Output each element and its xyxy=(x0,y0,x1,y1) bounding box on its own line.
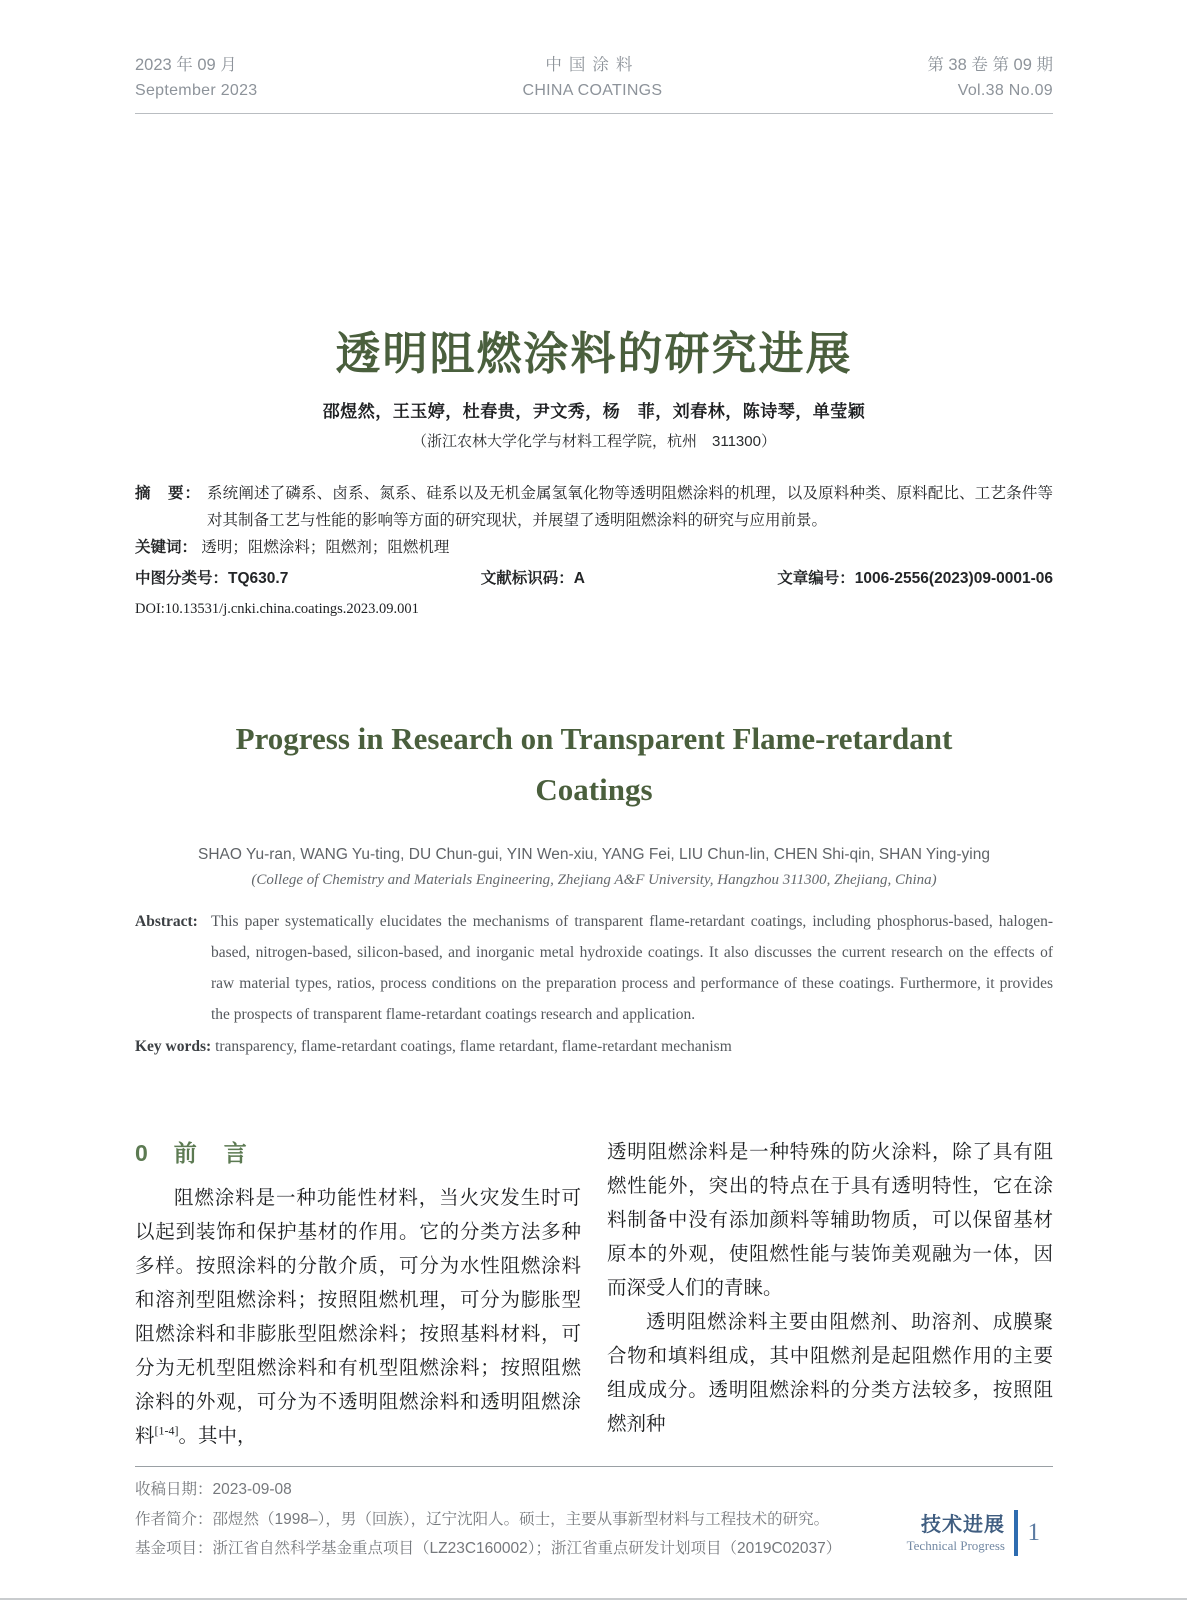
meta-row xyxy=(135,566,1053,592)
affiliation-cn: （浙江农林大学化学与材料工程学院，杭州 311300） xyxy=(412,433,776,450)
para-text: 阻燃涂料是一种功能性材料，当火灾发生时可以起到装饰和保护基材的作用。它的分类方法多种多样。按照涂料的分散介质，可分为水性阻燃涂料和溶剂型阻燃涂料；按照阻燃机理，可分为膨胀型阻燃涂料和非膨胀型阻燃涂料；按照基料材料，可分为无机型阻燃涂料和有机型阻燃涂料；按照阻燃涂料的外观，可分为不透明阻燃涂料和透明阻燃涂料 xyxy=(135,1188,581,1447)
footnote-text: 邵煜然（1998–），男（回族），辽宁沈阳人。硕士，主要从事新型材料与工程技术的研究。 xyxy=(212,1510,830,1528)
abstract-cn-text: 系统阐述了磷系、卤系、氮系、硅系以及无机金属氢氧化物等透明阻燃涂料的机理，以及原料种类、原料配比、工艺条件等对其制备工艺与性能的影响等方面的研究现状，并展望了透明阻燃涂料的研究与应用前景。 xyxy=(207,485,1053,529)
footer-section-labels xyxy=(907,1513,1014,1554)
document-code: 文献标识码：A xyxy=(480,570,585,587)
section-heading-0 xyxy=(135,1136,581,1170)
body-paragraph-left-1 xyxy=(135,1182,581,1454)
body-paragraph-right-2: 透明阻燃涂料主要由阻燃剂、助溶剂、成膜聚合物和填料组成，其中阻燃剂是起阻燃作用的主要组成成分。透明阻燃涂料的分类方法较多，按照阻燃剂种 xyxy=(607,1312,1053,1435)
section-title: 前 言 xyxy=(173,1140,249,1166)
article-id: 文章编号：1006-2556(2023)09-0001-06 xyxy=(777,570,1053,587)
authors-en: SHAO Yu-ran, WANG Yu-ting, DU Chun-gui, YIN Wen-xiu, YANG Fei, LIU Chun-lin, CHEN Shi-qin, SHAN Ying-ying xyxy=(198,846,990,863)
body-column-left xyxy=(135,1136,581,1454)
header-date xyxy=(135,52,258,104)
keywords-cn-label: 关键词： xyxy=(135,539,198,556)
page-footer xyxy=(907,1510,1040,1556)
footnote-received-date xyxy=(135,1475,1053,1505)
body-column-right xyxy=(607,1136,1053,1454)
affiliation-en: (College of Chemistry and Materials Engineering, Zhejiang A&F University, Hangzhou 311300, Zhejiang, China) xyxy=(251,872,937,888)
section-number: 0 xyxy=(135,1140,148,1166)
article-title-cn: 透明阻燃涂料的研究进展 xyxy=(335,328,853,379)
header-journal-name xyxy=(522,52,662,104)
header-issue-cn: 第 38 卷 第 09 期 xyxy=(927,56,1053,74)
keywords-cn-text: 透明；阻燃涂料；阻燃剂；阻燃机理 xyxy=(201,539,450,556)
article-title-en xyxy=(135,713,1053,815)
page-number: 1 xyxy=(1027,1519,1040,1546)
abstract-en-label: Abstract: xyxy=(135,913,198,930)
footnote-label: 作者简介： xyxy=(135,1510,213,1528)
journal-name-en: CHINA COATINGS xyxy=(522,82,663,99)
citation-ref: [1-4] xyxy=(154,1423,179,1438)
keywords-en-text: transparency, flame-retardant coatings, flame retardant, flame-retardant mechanism xyxy=(215,1038,732,1055)
header-date-cn: 2023 年 09 月 xyxy=(135,56,237,74)
journal-name-cn: 中国涂料 xyxy=(545,56,640,74)
para-text-end: 。其中， xyxy=(178,1426,257,1447)
keywords-en xyxy=(135,1031,1053,1062)
header-issue-en: Vol.38 No.09 xyxy=(957,82,1053,99)
body-paragraph-right-1: 透明阻燃涂料是一种特殊的防火涂料，除了具有阻燃性能外，突出的特点在于具有透明特性，它在涂料制备中没有添加颜料等辅助物质，可以保留基材原本的外观，使阻燃性能与装饰美观融为一体，因而深受人们的青睐。 xyxy=(607,1142,1053,1299)
title-en-line1: Progress in Research on Transparent Flame-retardant xyxy=(235,721,953,756)
footnote-label: 基金项目： xyxy=(135,1540,213,1557)
body-columns xyxy=(135,1136,1053,1454)
authors-cn: 邵煜然，王玉婷，杜春贵，尹文秀，杨 菲，刘春林，陈诗琴，单莹颖 xyxy=(322,402,866,421)
doi: DOI:10.13531/j.cnki.china.coatings.2023.09.001 xyxy=(135,601,419,617)
title-en-line2: Coatings xyxy=(535,772,653,807)
abstract-en xyxy=(135,906,1053,1030)
abstract-en-text: This paper systematically elucidates the mechanisms of transparent flame-retardant coatings, including phosphorus-based, halogen-based, nitrogen-based, silicon-based, and inorganic metal hydroxide coatings. It also discusses the current research on the effects of raw material types, ratios, process conditions on the preparation process and performance of these coatings. Furthermore, it provides the prospects of transparent flame-retardant coatings research and application. xyxy=(211,913,1053,1023)
footnote-text: 浙江省自然科学基金重点项目（LZ23C160002）；浙江省重点研发计划项目（2019C02037） xyxy=(212,1540,842,1557)
keywords-en-label: Key words: xyxy=(135,1038,212,1055)
footer-section-en: Technical Progress xyxy=(906,1537,1005,1553)
footnote-text: 2023-09-08 xyxy=(212,1481,292,1498)
abstract-cn-label: 摘 要： xyxy=(135,485,202,502)
keywords-cn xyxy=(135,534,1053,561)
journal-header xyxy=(135,0,1053,114)
header-issue xyxy=(927,52,1053,104)
abstract-cn xyxy=(135,480,1053,534)
clc-number: 中图分类号：TQ630.7 xyxy=(135,570,289,587)
footer-section-cn: 技术进展 xyxy=(921,1513,1005,1536)
footnote-label: 收稿日期： xyxy=(135,1481,213,1498)
header-date-en: September 2023 xyxy=(135,82,258,99)
